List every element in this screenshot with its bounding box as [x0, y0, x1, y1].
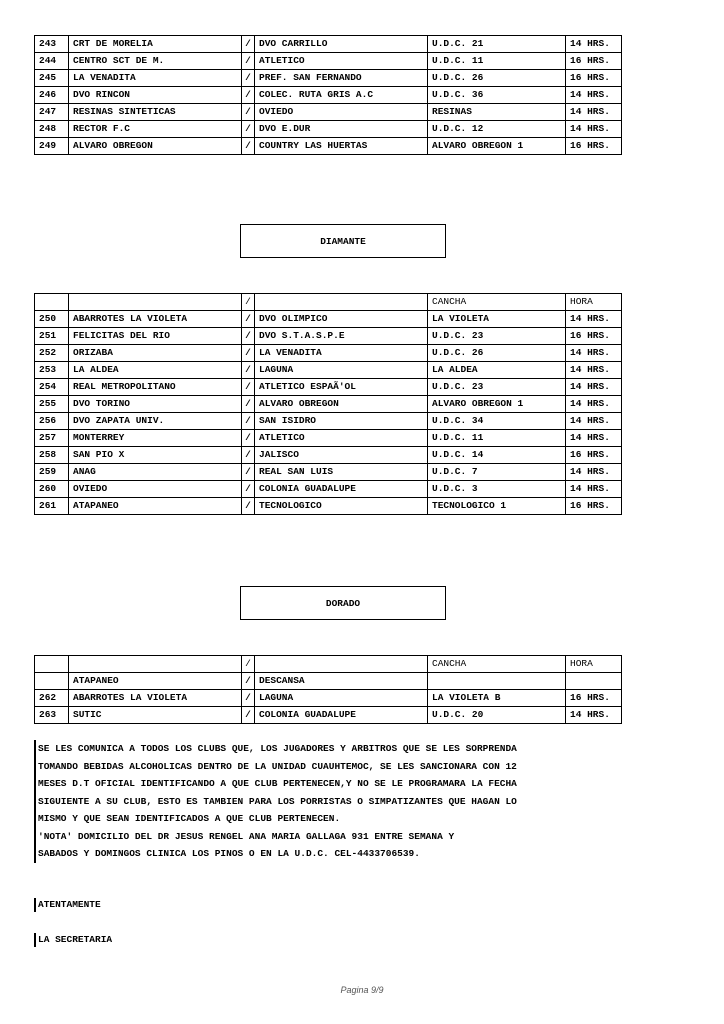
table-cell: U.D.C. 23	[428, 379, 566, 396]
schedule-table-dorado	[34, 655, 622, 724]
table-cell: CENTRO SCT DE M.	[69, 53, 242, 70]
table-cell: /	[242, 396, 255, 413]
table-cell: COUNTRY LAS HUERTAS	[255, 138, 428, 155]
table-cell: 16 HRS.	[566, 498, 622, 515]
table-cell: DVO TORINO	[69, 396, 242, 413]
table-cell: DVO RINCON	[69, 87, 242, 104]
table-row	[35, 498, 622, 515]
table-cell: REAL SAN LUIS	[255, 464, 428, 481]
table-cell: 16 HRS.	[566, 70, 622, 87]
table-cell: 14 HRS.	[566, 707, 622, 724]
table-cell: /	[242, 430, 255, 447]
table-cell: U.D.C. 3	[428, 481, 566, 498]
notice-line: SE LES COMUNICA A TODOS LOS CLUBS QUE, LOS JUGADORES Y ARBITROS QUE SE LES SORPRENDA	[38, 743, 517, 754]
table-cell: SUTIC	[69, 707, 242, 724]
table-cell: /	[242, 464, 255, 481]
page-number: Pagina 9/9	[340, 985, 384, 995]
table-cell: LAGUNA	[255, 362, 428, 379]
table-cell: /	[242, 121, 255, 138]
table-cell: ATLETICO	[255, 430, 428, 447]
table-cell: U.D.C. 11	[428, 53, 566, 70]
table-row	[35, 707, 622, 724]
table-cell: U.D.C. 21	[428, 36, 566, 53]
table-cell: /	[242, 87, 255, 104]
table-cell: 14 HRS.	[566, 121, 622, 138]
table-cell	[255, 294, 428, 311]
table-cell: ABARROTES LA VIOLETA	[69, 311, 242, 328]
table-cell: SAN ISIDRO	[255, 413, 428, 430]
table-row	[35, 138, 622, 155]
table-cell: ABARROTES LA VIOLETA	[69, 690, 242, 707]
table-cell: /	[242, 447, 255, 464]
table-cell: RECTOR F.C	[69, 121, 242, 138]
table-cell: COLONIA GUADALUPE	[255, 481, 428, 498]
table-cell: 259	[35, 464, 69, 481]
table-row	[35, 396, 622, 413]
table-cell: ALVARO OBREGON 1	[428, 138, 566, 155]
table-row	[35, 413, 622, 430]
table-cell: 14 HRS.	[566, 464, 622, 481]
table-row	[35, 345, 622, 362]
table-cell: LAGUNA	[255, 690, 428, 707]
table-cell: SAN PIO X	[69, 447, 242, 464]
schedule-table-diamante	[34, 293, 622, 515]
table-row	[35, 430, 622, 447]
table-cell: JALISCO	[255, 447, 428, 464]
table-cell: U.D.C. 34	[428, 413, 566, 430]
table-cell: /	[242, 673, 255, 690]
table-cell: COLEC. RUTA GRIS A.C	[255, 87, 428, 104]
table-row	[35, 311, 622, 328]
table-row	[35, 447, 622, 464]
group-title-text: DORADO	[325, 597, 361, 609]
table-cell: /	[242, 481, 255, 498]
table-cell: ORIZABA	[69, 345, 242, 362]
table-cell: /	[242, 104, 255, 121]
table-cell: 248	[35, 121, 69, 138]
table-cell: 16 HRS.	[566, 328, 622, 345]
table-cell: OVIEDO	[69, 481, 242, 498]
table-cell: U.D.C. 36	[428, 87, 566, 104]
table-cell: ANAG	[69, 464, 242, 481]
table-cell: OVIEDO	[255, 104, 428, 121]
table-cell: 255	[35, 396, 69, 413]
table-cell: 243	[35, 36, 69, 53]
table-cell: DESCANSA	[255, 673, 428, 690]
table-row	[35, 53, 622, 70]
table-cell: RESINAS SINTETICAS	[69, 104, 242, 121]
table-cell: DVO S.T.A.S.P.E	[255, 328, 428, 345]
table-cell: TECNOLOGICO 1	[428, 498, 566, 515]
table-cell: 260	[35, 481, 69, 498]
table-cell: ATLETICO ESPAÃ'OL	[255, 379, 428, 396]
table-cell: 263	[35, 707, 69, 724]
table-cell: DVO CARRILLO	[255, 36, 428, 53]
table-cell: /	[242, 53, 255, 70]
table-cell: 244	[35, 53, 69, 70]
table-cell: /	[242, 413, 255, 430]
table-cell: ALVARO OBREGON	[255, 396, 428, 413]
table-cell: 14 HRS.	[566, 36, 622, 53]
table-cell: 16 HRS.	[566, 447, 622, 464]
table-cell: /	[242, 70, 255, 87]
table-cell	[566, 673, 622, 690]
table-cell: 251	[35, 328, 69, 345]
table-cell: ALVARO OBREGON 1	[428, 396, 566, 413]
table-cell	[69, 656, 242, 673]
table-cell: U.D.C. 26	[428, 345, 566, 362]
table-cell: 261	[35, 498, 69, 515]
table-cell: LA VENADITA	[255, 345, 428, 362]
table-cell: CRT DE MORELIA	[69, 36, 242, 53]
table-cell: 257	[35, 430, 69, 447]
table-cell: 262	[35, 690, 69, 707]
table-cell: CANCHA	[428, 294, 566, 311]
table-cell: 253	[35, 362, 69, 379]
table-cell: /	[242, 498, 255, 515]
table-cell: LA VIOLETA B	[428, 690, 566, 707]
table-row	[35, 481, 622, 498]
table-cell: 258	[35, 447, 69, 464]
table-row	[35, 673, 622, 690]
table-cell: CANCHA	[428, 656, 566, 673]
table-cell: /	[242, 379, 255, 396]
table-cell	[428, 673, 566, 690]
table-cell: 245	[35, 70, 69, 87]
table-row	[35, 87, 622, 104]
table-cell: DVO OLIMPICO	[255, 311, 428, 328]
table-cell: U.D.C. 14	[428, 447, 566, 464]
table-cell: 250	[35, 311, 69, 328]
table-cell: 14 HRS.	[566, 481, 622, 498]
table-cell: 14 HRS.	[566, 379, 622, 396]
table-cell: 14 HRS.	[566, 104, 622, 121]
table-header-row	[35, 294, 622, 311]
table-cell: REAL METROPOLITANO	[69, 379, 242, 396]
table-row	[35, 690, 622, 707]
table-cell: /	[242, 690, 255, 707]
table-cell: DVO ZAPATA UNIV.	[69, 413, 242, 430]
table-row	[35, 36, 622, 53]
table-cell: /	[242, 138, 255, 155]
table-row	[35, 362, 622, 379]
notice-line: TOMANDO BEBIDAS ALCOHOLICAS DENTRO DE LA UNIDAD CUAUHTEMOC, SE LES SANCIONARA CON 12	[38, 760, 517, 772]
table-cell: U.D.C. 7	[428, 464, 566, 481]
table-cell: 16 HRS.	[566, 138, 622, 155]
table-cell: 14 HRS.	[566, 430, 622, 447]
table-cell: 14 HRS.	[566, 413, 622, 430]
table-cell: /	[242, 656, 255, 673]
table-row	[35, 104, 622, 121]
table-cell: 14 HRS.	[566, 362, 622, 379]
table-cell: /	[242, 36, 255, 53]
table-cell: TECNOLOGICO	[255, 498, 428, 515]
table-cell: ATAPANEO	[69, 673, 242, 690]
notice-line: MISMO Y QUE SEAN IDENTIFICADOS A QUE CLUB PERTENECEN.	[38, 813, 341, 824]
group-title-dorado	[240, 586, 446, 620]
table-cell: /	[242, 707, 255, 724]
table-cell: 249	[35, 138, 69, 155]
table-row	[35, 464, 622, 481]
table-cell: LA VIOLETA	[428, 311, 566, 328]
table-cell: DVO E.DUR	[255, 121, 428, 138]
table-cell	[35, 673, 69, 690]
notice-line: SIGUIENTE A SU CLUB, ESTO ES TAMBIEN PARA LOS PORRISTAS O SIMPATIZANTES QUE HAGAN LO	[38, 795, 517, 807]
table-row	[35, 70, 622, 87]
table-cell: 14 HRS.	[566, 345, 622, 362]
table-cell: /	[242, 328, 255, 345]
table-cell: /	[242, 345, 255, 362]
table-cell: ATAPANEO	[69, 498, 242, 515]
table-cell: /	[242, 294, 255, 311]
table-cell: U.D.C. 11	[428, 430, 566, 447]
signature-text: LA SECRETARIA	[34, 933, 112, 947]
table-cell: LA ALDEA	[69, 362, 242, 379]
table-cell: U.D.C. 23	[428, 328, 566, 345]
table-cell: LA ALDEA	[428, 362, 566, 379]
table-cell: /	[242, 311, 255, 328]
table-cell: 254	[35, 379, 69, 396]
table-cell: ATLETICO	[255, 53, 428, 70]
table-cell: 252	[35, 345, 69, 362]
table-cell: 16 HRS.	[566, 53, 622, 70]
table-cell: LA VENADITA	[69, 70, 242, 87]
table-cell: ALVARO OBREGON	[69, 138, 242, 155]
table-cell: 14 HRS.	[566, 311, 622, 328]
table-cell: FELICITAS DEL RIO	[69, 328, 242, 345]
table-row	[35, 379, 622, 396]
table-cell: 14 HRS.	[566, 87, 622, 104]
table-cell: 256	[35, 413, 69, 430]
notice-line: MESES D.T OFICIAL IDENTIFICANDO A QUE CLUB PERTENECEN,Y NO SE LE PROGRAMARA LA FECHA	[38, 778, 517, 789]
table-cell: U.D.C. 12	[428, 121, 566, 138]
table-cell: 14 HRS.	[566, 396, 622, 413]
group-title-diamante	[240, 224, 446, 258]
table-cell: PREF. SAN FERNANDO	[255, 70, 428, 87]
table-row	[35, 121, 622, 138]
table-cell: 246	[35, 87, 69, 104]
table-cell	[255, 656, 428, 673]
schedule-table-top	[34, 35, 622, 155]
notice-line: 'NOTA' DOMICILIO DEL DR JESUS RENGEL ANA MARIA GALLAGA 931 ENTRE SEMANA Y	[38, 830, 455, 842]
table-cell: HORA	[566, 656, 622, 673]
table-cell	[35, 294, 69, 311]
table-cell: U.D.C. 20	[428, 707, 566, 724]
table-cell: MONTERREY	[69, 430, 242, 447]
table-cell	[69, 294, 242, 311]
table-row	[35, 328, 622, 345]
table-cell: U.D.C. 26	[428, 70, 566, 87]
notice-line: SABADOS Y DOMINGOS CLINICA LOS PINOS O EN LA U.D.C. CEL-4433706539.	[38, 848, 420, 859]
table-cell: COLONIA GUADALUPE	[255, 707, 428, 724]
table-cell: /	[242, 362, 255, 379]
closing-text: ATENTAMENTE	[34, 898, 101, 912]
table-header-row	[35, 656, 622, 673]
notice-paragraph	[34, 740, 598, 863]
group-title-text: DIAMANTE	[320, 235, 366, 247]
table-cell: 247	[35, 104, 69, 121]
table-cell: 16 HRS.	[566, 690, 622, 707]
table-cell: HORA	[566, 294, 622, 311]
table-cell: RESINAS	[428, 104, 566, 121]
table-cell	[35, 656, 69, 673]
